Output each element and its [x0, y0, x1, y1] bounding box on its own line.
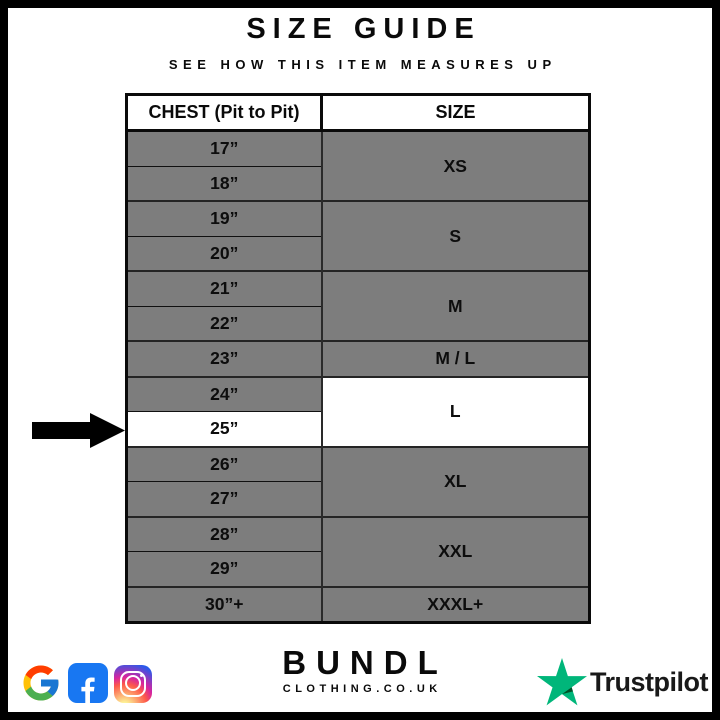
chest-cell: 22” [127, 306, 322, 341]
chest-cell: 26” [127, 447, 322, 482]
size-cell: XXXL+ [322, 587, 590, 623]
table-row [127, 377, 590, 412]
size-guide-table [125, 93, 591, 624]
chest-cell: 27” [127, 482, 322, 517]
table-row [127, 131, 590, 167]
chest-cell: 25” [127, 412, 322, 447]
brand-name: BUNDL [282, 644, 448, 681]
chest-cell: 30”+ [127, 587, 322, 623]
table-row [127, 201, 590, 236]
chest-column-header: CHEST (Pit to Pit) [127, 95, 322, 131]
chest-cell: 29” [127, 552, 322, 587]
chest-cell: 20” [127, 236, 322, 271]
table-row [127, 447, 590, 482]
chest-cell: 24” [127, 377, 322, 412]
size-cell: S [322, 201, 590, 271]
size-cell: L [322, 377, 590, 447]
chest-cell: 21” [127, 271, 322, 306]
size-cell: XXL [322, 517, 590, 587]
table-row [127, 517, 590, 552]
chest-cell: 23” [127, 341, 322, 377]
size-cell: XL [322, 447, 590, 517]
chest-cell: 19” [127, 201, 322, 236]
table-header-row [127, 95, 590, 131]
size-column-header: SIZE [322, 95, 590, 131]
size-cell: M [322, 271, 590, 341]
trustpilot-wordmark: Trustpilot [590, 666, 708, 697]
table-row [127, 271, 590, 306]
chest-cell: 18” [127, 166, 322, 201]
size-cell: M / L [322, 341, 590, 377]
row-indicator-arrow-icon [32, 413, 125, 448]
chest-cell: 28” [127, 517, 322, 552]
page-title: SIZE GUIDE [246, 13, 481, 45]
trustpilot-star-icon [537, 657, 587, 707]
trustpilot-logo [537, 657, 708, 707]
chest-cell: 17” [127, 131, 322, 167]
table-row [127, 341, 590, 377]
table-row [127, 587, 590, 623]
size-table-body [127, 131, 590, 623]
brand-tagline: CLOTHING.CO.UK [282, 682, 442, 695]
page-subtitle: SEE HOW THIS ITEM MEASURES UP [168, 57, 557, 72]
size-cell: XS [322, 131, 590, 202]
